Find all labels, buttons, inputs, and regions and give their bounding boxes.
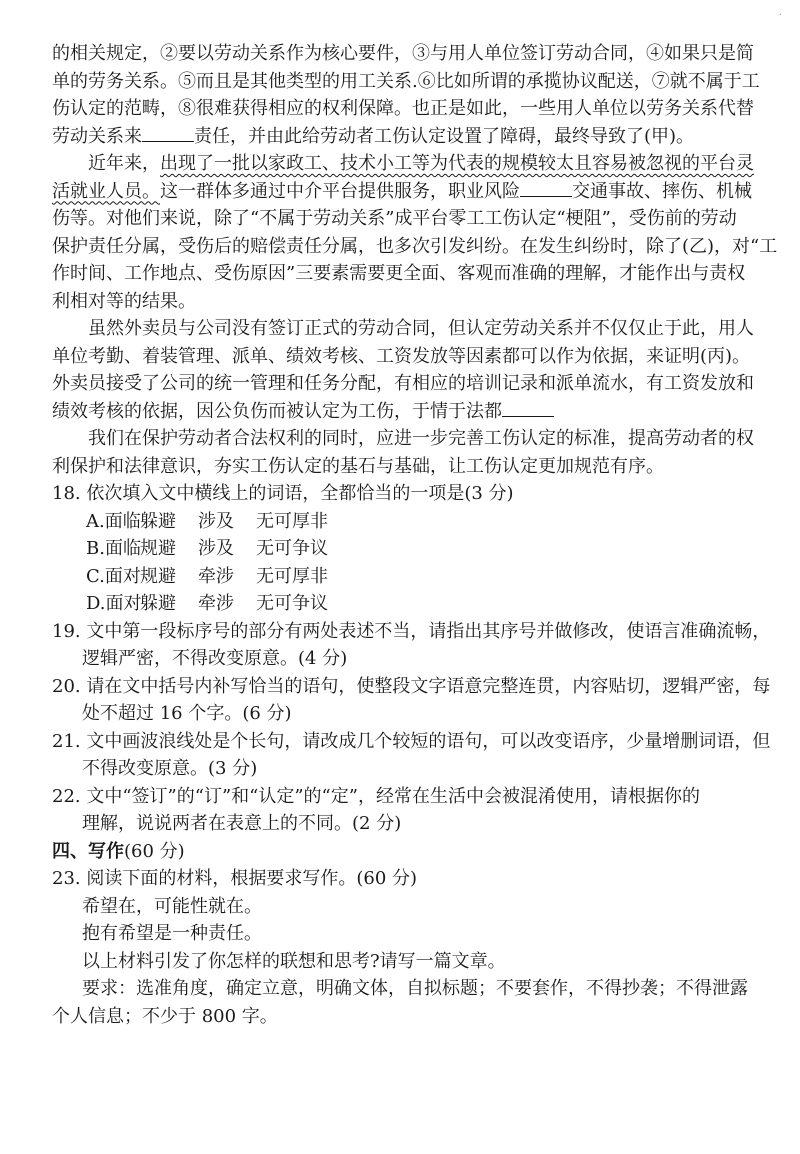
passage-line: 外卖员接受了公司的统一管理和任务分配，有相应的培训记录和派单流水，有工资发放和 <box>52 373 754 394</box>
question-23-stem: 23. 阅读下面的材料，根据要求写作。(60 分) <box>52 868 418 889</box>
option-word: 躲避 <box>140 510 176 532</box>
passage-text: 交通事故、摔伤、机械 <box>572 180 752 202</box>
wavy-underlined-text: 出现了一批以家政工、技术小工等为代表的规模较太且容易被忽视的平台灵 <box>160 153 754 174</box>
passage-line: 保护责任分属，受伤后的赔偿责任分属，也多次引发纠纷。在发生纠纷时，除了(乙)，对“工 <box>52 235 778 257</box>
question-19: 19. 文中第一段标序号的部分有两处表述不当，请指出其序号并做修改，使语言准确流畅， <box>52 620 771 642</box>
passage-line <box>52 178 782 206</box>
option-word: 规避 <box>140 565 176 587</box>
passage-text: 绩效考核的依据，因公负伤而被认定为工伤，于情于法都 <box>52 400 502 422</box>
question-18-option-a <box>52 508 782 536</box>
passage-line: 虽然外卖员与公司没有签订正式的劳动合同，但认定劳动关系并不仅仅止于此，用人 <box>88 318 754 339</box>
corner-mark: · <box>778 10 782 21</box>
section-title: 四、写作 <box>52 840 124 862</box>
option-word: 无可厚非 <box>256 510 328 532</box>
option-word: 躲避 <box>140 593 176 614</box>
passage-line: 的相关规定，②要以劳动关系作为核心要件，③与用人单位签订劳动合同，④如果只是简 <box>52 43 754 64</box>
option-word: 面对 <box>104 565 141 587</box>
fill-blank <box>502 400 554 417</box>
passage-line <box>52 150 782 178</box>
writing-requirements-cont: 个人信息；不少于 800 字。 <box>52 1005 278 1027</box>
passage-line: 伤认定的范畴，⑧很难获得相应的权利保障。也正是如此，一些用人单位以劳务关系代替 <box>52 98 754 119</box>
writing-material: 以上材料引发了你怎样的联想和思考?请写一篇文章。 <box>82 950 506 972</box>
question-19-cont: 逻辑严密，不得改变原意。(4 分) <box>82 648 348 669</box>
fill-blank <box>520 180 572 197</box>
question-18-option-c <box>52 563 782 591</box>
option-word: 涉及 <box>198 510 234 532</box>
question-20-cont: 处不超过 16 个字。(6 分) <box>82 703 292 724</box>
question-21: 21. 文中画波浪线处是个长句，请改成几个较短的语句，可以改变语序，少量增删词语，但 <box>52 730 771 752</box>
question-20: 20. 请在文中括号内补写恰当的语句，使整段文字语意完整连贯，内容贴切，逻辑严密，每 <box>52 675 771 697</box>
question-22: 22. 文中“签订”的“订”和“认定”的“定”，经常在生活中会被混淆使用，请根据你的 <box>52 785 700 807</box>
option-label: D. <box>86 593 106 614</box>
passage-line: 我们在保护劳动者合法权利的同时，应进一步完善工伤认定的标准，提高劳动者的权 <box>88 428 754 449</box>
passage-line: 单的劳务关系。⑤而且是其他类型的用工关系.⑥比如所谓的承揽协议配送，⑦就不属于工 <box>52 70 760 92</box>
passage-line <box>52 123 782 151</box>
question-22-cont: 理解，说说两者在表意上的不同。(2 分) <box>82 813 402 834</box>
passage-line: 作时间、工作地点、受伤原因”三要素需要更全面、客观而准确的理解，才能作出与责权 <box>52 263 746 284</box>
question-18-stem: 18. 依次填入文中横线上的词语，全都恰当的一项是(3 分) <box>52 483 514 504</box>
section-score: (60 分) <box>124 840 185 862</box>
passage-line: 单位考勤、着装管理、派单、绩效考核、工资发放等因素都可以作为依据，来证明(丙)。 <box>52 345 751 367</box>
writing-material: 抱有希望是一种责任。 <box>82 923 262 944</box>
passage-text: 近年来， <box>88 153 160 174</box>
option-word: 规避 <box>140 538 176 559</box>
passage-line: 伤等。对他们来说，除了“不属于劳动关系”成平台零工工伤认定“梗阻”，受伤前的劳动 <box>52 208 737 229</box>
option-word: 无可争议 <box>256 593 328 614</box>
writing-requirements: 要求：选准角度，确定立意，明确文体，自拟标题；不要套作，不得抄袭；不得泄露 <box>82 978 748 999</box>
question-18-option-b <box>52 535 782 563</box>
option-word: 面对 <box>105 593 142 614</box>
passage-text: 责任，并由此给劳动者工伤认定设置了障碍，最终导致了(甲)。 <box>194 125 695 147</box>
passage-line <box>52 398 782 426</box>
passage-line: 利保护和法律意识，夯实工伤认定的基石与基础，让工伤认定更加规范有序。 <box>52 455 664 477</box>
option-word: 涉及 <box>198 538 234 559</box>
option-label: C. <box>86 565 105 587</box>
fill-blank <box>142 125 194 142</box>
option-label: A. <box>86 510 105 532</box>
option-label: B. <box>86 538 105 559</box>
option-word: 牵涉 <box>198 593 234 614</box>
option-word: 牵涉 <box>198 565 234 587</box>
writing-material: 希望在，可能性就在。 <box>82 895 262 917</box>
exam-page <box>52 40 782 1030</box>
question-21-cont: 不得改变原意。(3 分) <box>82 758 258 779</box>
option-word: 无可厚非 <box>256 565 328 587</box>
passage-line: 利相对等的结果。 <box>52 290 196 312</box>
question-18-option-d <box>52 590 782 618</box>
passage-text: 劳动关系来 <box>52 125 142 147</box>
option-word: 面临 <box>104 538 141 559</box>
wavy-underlined-text: 活就业人员。 <box>52 180 160 202</box>
option-word: 无可争议 <box>256 538 328 559</box>
passage-text: 这一群体多通过中介平台提供服务，职业风险 <box>160 180 520 202</box>
option-word: 面临 <box>104 510 141 532</box>
section-heading <box>52 838 782 866</box>
